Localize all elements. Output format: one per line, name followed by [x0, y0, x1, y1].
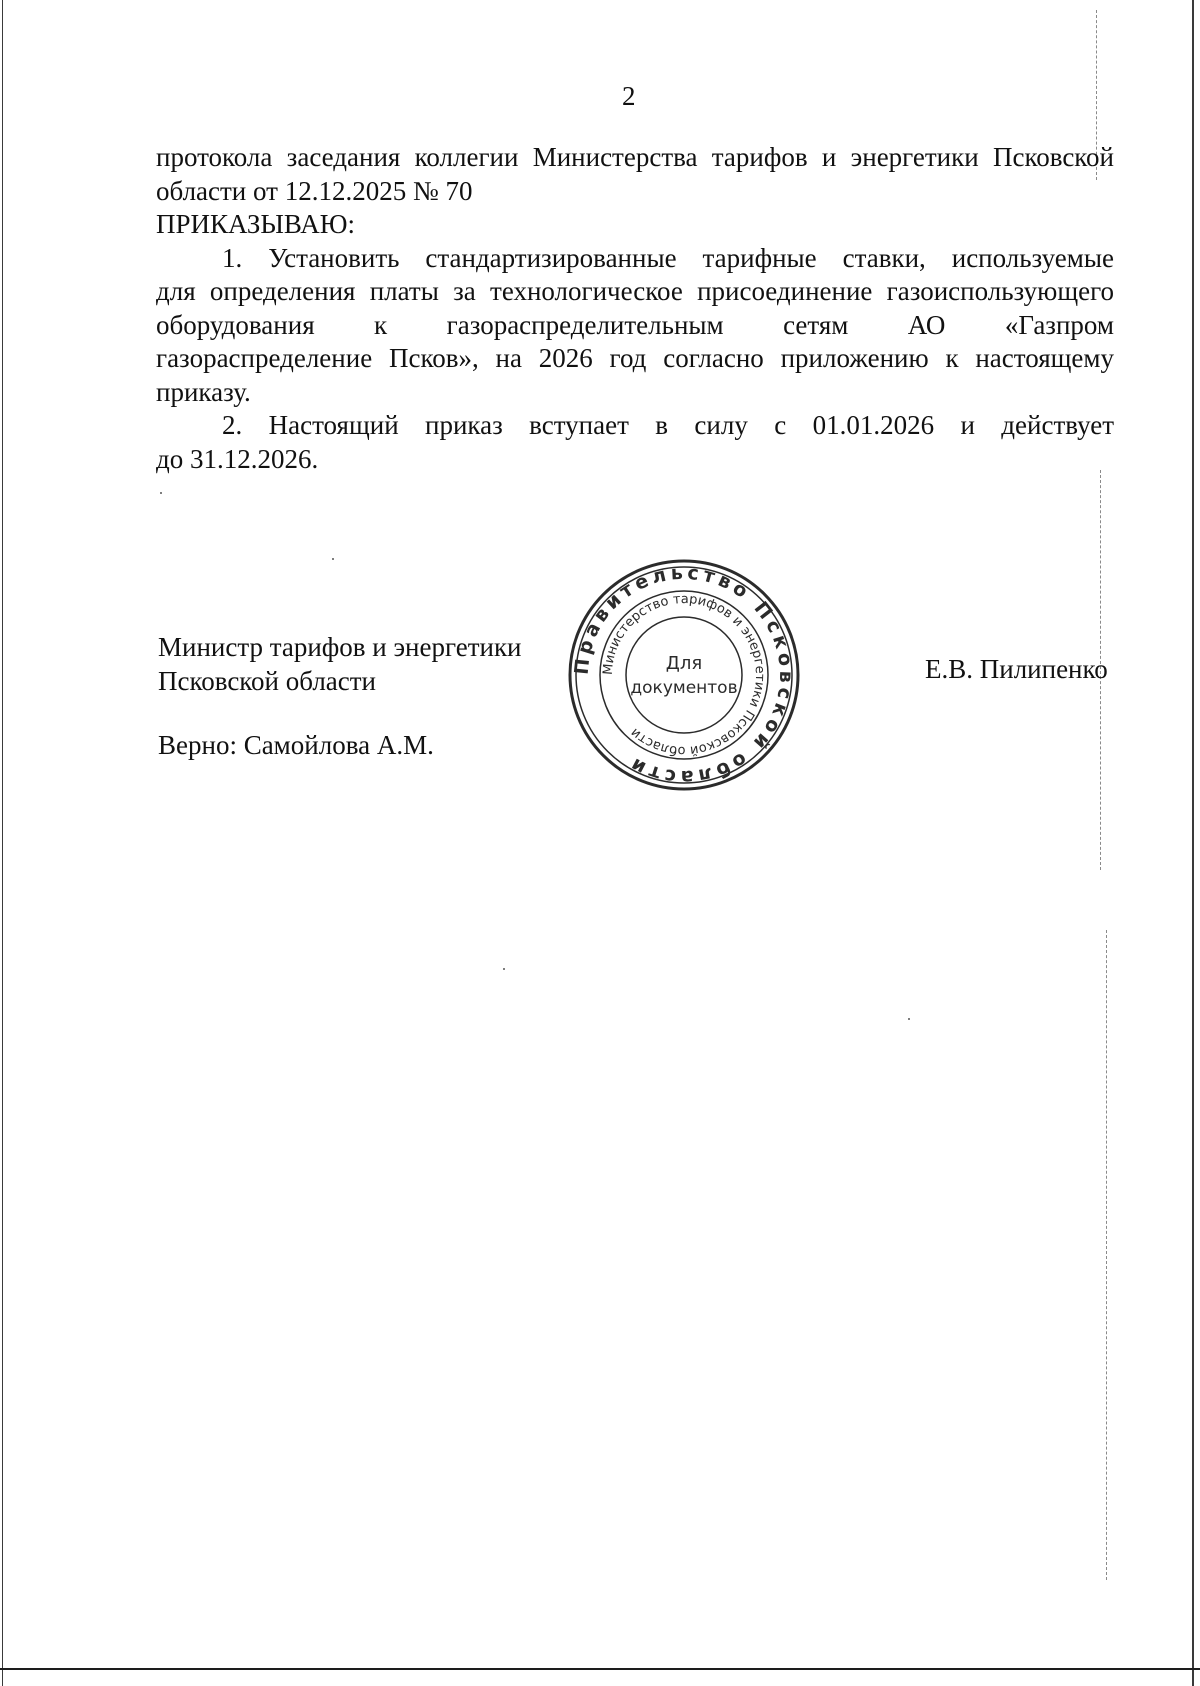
stamp-inner-ring [626, 617, 742, 733]
item-1-line: газораспределение Псков», на 2026 год согласно приложению к настоящему [156, 343, 1114, 373]
item-1-line: приказу. [156, 376, 251, 407]
stamp-outer-text: Правительство Псковской области [570, 561, 798, 789]
scan-artifact-line [1106, 930, 1107, 1580]
scan-left-edge [2, 0, 3, 1686]
document-body [156, 141, 1114, 476]
scan-speck [332, 558, 334, 560]
signatory-position [158, 630, 522, 698]
item-2-line: до 31.12.2026. [156, 443, 319, 474]
signatory-position-line: Министр тарифов и энергетики [158, 632, 522, 662]
item-1-line: 1. Установить стандартизированные тарифные ставки, используемые [222, 242, 1114, 273]
signatory-position-line: Псковской области [158, 666, 377, 696]
stamp-center-line: Для [665, 653, 703, 674]
body-line: области от 12.12.2025 № 70 [156, 175, 473, 206]
stamp-inner-text: Министерство тарифов и энергетики Псковской области [600, 591, 768, 759]
scan-speck [160, 492, 162, 494]
verified-by: Верно: Самойлова А.М. [158, 730, 434, 760]
scan-speck [908, 1018, 910, 1020]
page-number: 2 [622, 81, 636, 111]
item-1-line: для определения платы за технологическое присоединение газоиспользующего [156, 276, 1114, 306]
item-2-line: 2. Настоящий приказ вступает в силу с 01.01.2026 и действует [222, 410, 1114, 440]
stamp-ring [600, 591, 768, 759]
official-stamp [566, 557, 802, 793]
signatory-name: Е.В. Пилипенко [925, 654, 1108, 684]
scan-bottom-edge [0, 1668, 1200, 1670]
scan-speck [503, 968, 505, 970]
order-word: ПРИКАЗЫВАЮ: [156, 209, 355, 239]
stamp-center-line: документов [630, 678, 738, 698]
body-line: протокола заседания коллегии Министерства тарифов и энергетики Псковской [156, 142, 1114, 172]
scan-right-edge [1192, 0, 1194, 1686]
item-1-line: оборудования к газораспределительным сетям АО «Газпром [156, 309, 1114, 340]
